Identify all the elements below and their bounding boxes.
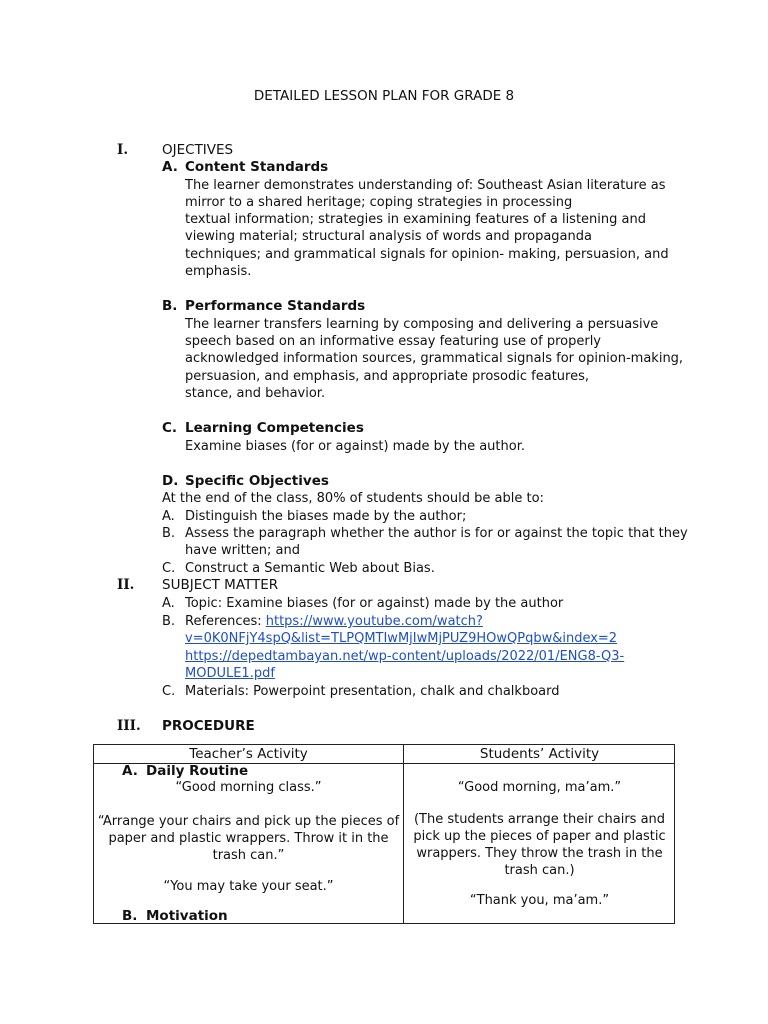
performance-standards-letter: B. <box>162 298 178 314</box>
objective-item-letter: C. <box>162 561 176 576</box>
objective-item-letter: B. <box>162 526 176 541</box>
objective-item: Construct a Semantic Web about Bias. <box>185 561 435 576</box>
section-heading-procedure: PROCEDURE <box>162 718 255 734</box>
section-number-objectives: I. <box>117 142 129 158</box>
document-title: DETAILED LESSON PLAN FOR GRADE 8 <box>253 88 515 104</box>
teacher-instruction: trash can.” <box>212 848 285 863</box>
references-letter: B. <box>162 614 176 629</box>
specific-objectives-heading: Specific Objectives <box>185 473 329 489</box>
topic-letter: A. <box>162 596 175 611</box>
motivation-label: Motivation <box>146 908 228 924</box>
teacher-activity-header: Teacher’s Activity <box>189 746 308 762</box>
materials-letter: C. <box>162 684 176 699</box>
student-action: wrappers. They throw the trash in the <box>416 846 663 861</box>
specific-objectives-intro: At the end of the class, 80% of students should be able to: <box>162 491 544 506</box>
module-reference-link[interactable]: https://depedtambayan.net/wp-content/uploads/2022/01/ENG8-Q3- <box>185 649 625 664</box>
module-reference-link-cont[interactable] <box>185 665 275 682</box>
youtube-reference-link[interactable]: https://www.youtube.com/watch? <box>265 614 483 629</box>
content-standards-text: textual information; strategies in examining features of a listening and <box>185 212 646 227</box>
topic-text: Topic: Examine biases (for or against) made by the author <box>185 596 564 611</box>
objective-item: Distinguish the biases made by the author; <box>185 509 467 524</box>
content-standards-text: techniques; and grammatical signals for opinion- making, persuasion, and <box>185 247 669 262</box>
performance-standards-text: acknowledged information sources, grammatical signals for opinion-making, <box>185 351 684 366</box>
performance-standards-text: speech based on an informative essay featuring use of properly <box>185 334 601 349</box>
module-reference-link-cont[interactable] <box>185 648 624 665</box>
learning-competencies-text: Examine biases (for or against) made by the author. <box>185 439 525 454</box>
procedure-table <box>93 744 675 924</box>
teacher-instruction: “Arrange your chairs and pick up the pieces of <box>97 814 400 829</box>
performance-standards-text: The learner transfers learning by composing and delivering a persuasive <box>185 317 659 332</box>
content-standards-text: viewing material; structural analysis of words and propaganda <box>185 229 592 244</box>
student-thanks: “Thank you, ma’am.” <box>469 893 610 908</box>
references-label: References: <box>185 614 266 629</box>
daily-routine-letter: A. <box>122 763 138 779</box>
student-activity-header: Students’ Activity <box>479 746 600 762</box>
performance-standards-text: stance, and behavior. <box>185 386 326 401</box>
student-action: trash can.) <box>504 863 575 878</box>
student-action: (The students arrange their chairs and <box>413 812 666 827</box>
motivation-letter: B. <box>122 908 138 924</box>
specific-objectives-letter: D. <box>162 473 179 489</box>
content-standards-text: emphasis. <box>185 264 252 279</box>
module-reference-link[interactable]: MODULE1.pdf <box>185 666 275 681</box>
section-number-subject-matter: II. <box>117 577 135 593</box>
section-heading-subject-matter: SUBJECT MATTER <box>162 577 279 593</box>
teacher-seat-instruction: “You may take your seat.” <box>163 879 334 894</box>
objective-item: have written; and <box>185 543 301 558</box>
teacher-greeting: “Good morning class.” <box>175 780 322 795</box>
content-standards-letter: A. <box>162 159 178 175</box>
content-standards-text: mirror to a shared heritage; coping strategies in processing <box>185 195 573 210</box>
youtube-reference-link-cont[interactable] <box>185 630 617 647</box>
student-greeting: “Good morning, ma’am.” <box>457 780 622 795</box>
learning-competencies-letter: C. <box>162 420 178 436</box>
materials-text: Materials: Powerpoint presentation, chalk and chalkboard <box>185 684 560 699</box>
learning-competencies-heading: Learning Competencies <box>185 420 364 436</box>
objective-item-letter: A. <box>162 509 175 524</box>
youtube-reference-link[interactable]: v=0K0NFjY4spQ&list=TLPQMTIwMjIwMjPUZ9HOwQPqbw&index=2 <box>185 631 618 646</box>
content-standards-heading: Content Standards <box>185 159 329 175</box>
student-action: pick up the pieces of paper and plastic <box>413 829 666 844</box>
performance-standards-heading: Performance Standards <box>185 298 366 314</box>
section-number-procedure: III. <box>117 718 141 734</box>
section-heading-objectives: OJECTIVES <box>162 142 234 158</box>
content-standards-text: The learner demonstrates understanding of: Southeast Asian literature as <box>185 178 666 193</box>
performance-standards-text: persuasion, and emphasis, and appropriate prosodic features, <box>185 369 589 384</box>
teacher-instruction: paper and plastic wrappers. Throw it in the <box>108 831 389 846</box>
references-line <box>185 613 483 630</box>
daily-routine-label: Daily Routine <box>146 763 249 779</box>
objective-item: Assess the paragraph whether the author is for or against the topic that they <box>185 526 688 541</box>
